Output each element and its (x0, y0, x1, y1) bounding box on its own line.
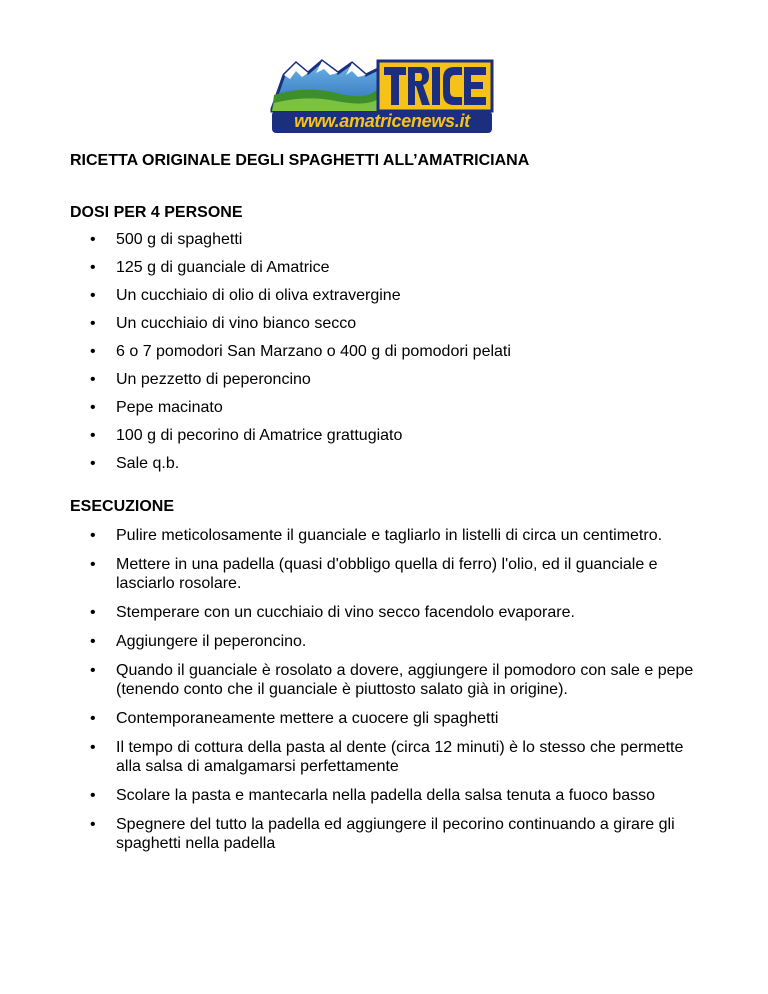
ingredients-heading: DOSI PER 4 PERSONE (70, 204, 243, 221)
ingredient-item: • 500 g di spaghetti (70, 230, 710, 258)
steps-heading: ESECUZIONE (70, 498, 175, 515)
step-item: • Scolare la pasta e mantecarla nella padella della salsa tenuta a fuoco basso (70, 786, 710, 805)
ingredient-item: • Un cucchiaio di vino bianco secco (70, 314, 710, 342)
step-item: • Stemperare con un cucchiaio di vino secco facendolo evaporare. (70, 603, 710, 622)
ingredients-list (70, 230, 710, 482)
amatrice-logo (266, 55, 498, 135)
step-item: • Il tempo di cottura della pasta al dente (circa 12 minuti) è lo stesso che permette alla salsa di amalgamarsi perfettamente (70, 738, 710, 776)
ingredient-item: • 125 g di guanciale di Amatrice (70, 258, 710, 286)
steps-list (70, 526, 710, 863)
step-item: • Quando il guanciale è rosolato a dovere, aggiungere il pomodoro con sale e pepe (tenendo conto che il guanciale è piuttosto salato già in origine). (70, 661, 710, 699)
step-item: • Contemporaneamente mettere a cuocere gli spaghetti (70, 709, 710, 728)
ingredient-item: • 6 o 7 pomodori San Marzano o 400 g di pomodori pelati (70, 342, 710, 370)
ingredient-item: • 100 g di pecorino di Amatrice grattugiato (70, 426, 710, 454)
ingredient-item: • Un cucchiaio di olio di oliva extravergine (70, 286, 710, 314)
ingredient-item: • Un pezzetto di peperoncino (70, 370, 710, 398)
ingredient-item: • Pepe macinato (70, 398, 710, 426)
step-item: • Spegnere del tutto la padella ed aggiungere il pecorino continuando a girare gli spaghetti nella padella (70, 815, 710, 853)
step-item: • Aggiungere il peperoncino. (70, 632, 710, 651)
recipe-title: RICETTA ORIGINALE DEGLI SPAGHETTI ALL’AMATRICIANA (70, 152, 530, 169)
ingredient-item: • Sale q.b. (70, 454, 710, 482)
step-item: • Pulire meticolosamente il guanciale e tagliarlo in listelli di circa un centimetro. (70, 526, 710, 545)
logo-url-text: www.amatricenews.it (294, 110, 470, 131)
step-item: • Mettere in una padella (quasi d'obbligo quella di ferro) l'olio, ed il guanciale e lasciarlo rosolare. (70, 555, 710, 593)
